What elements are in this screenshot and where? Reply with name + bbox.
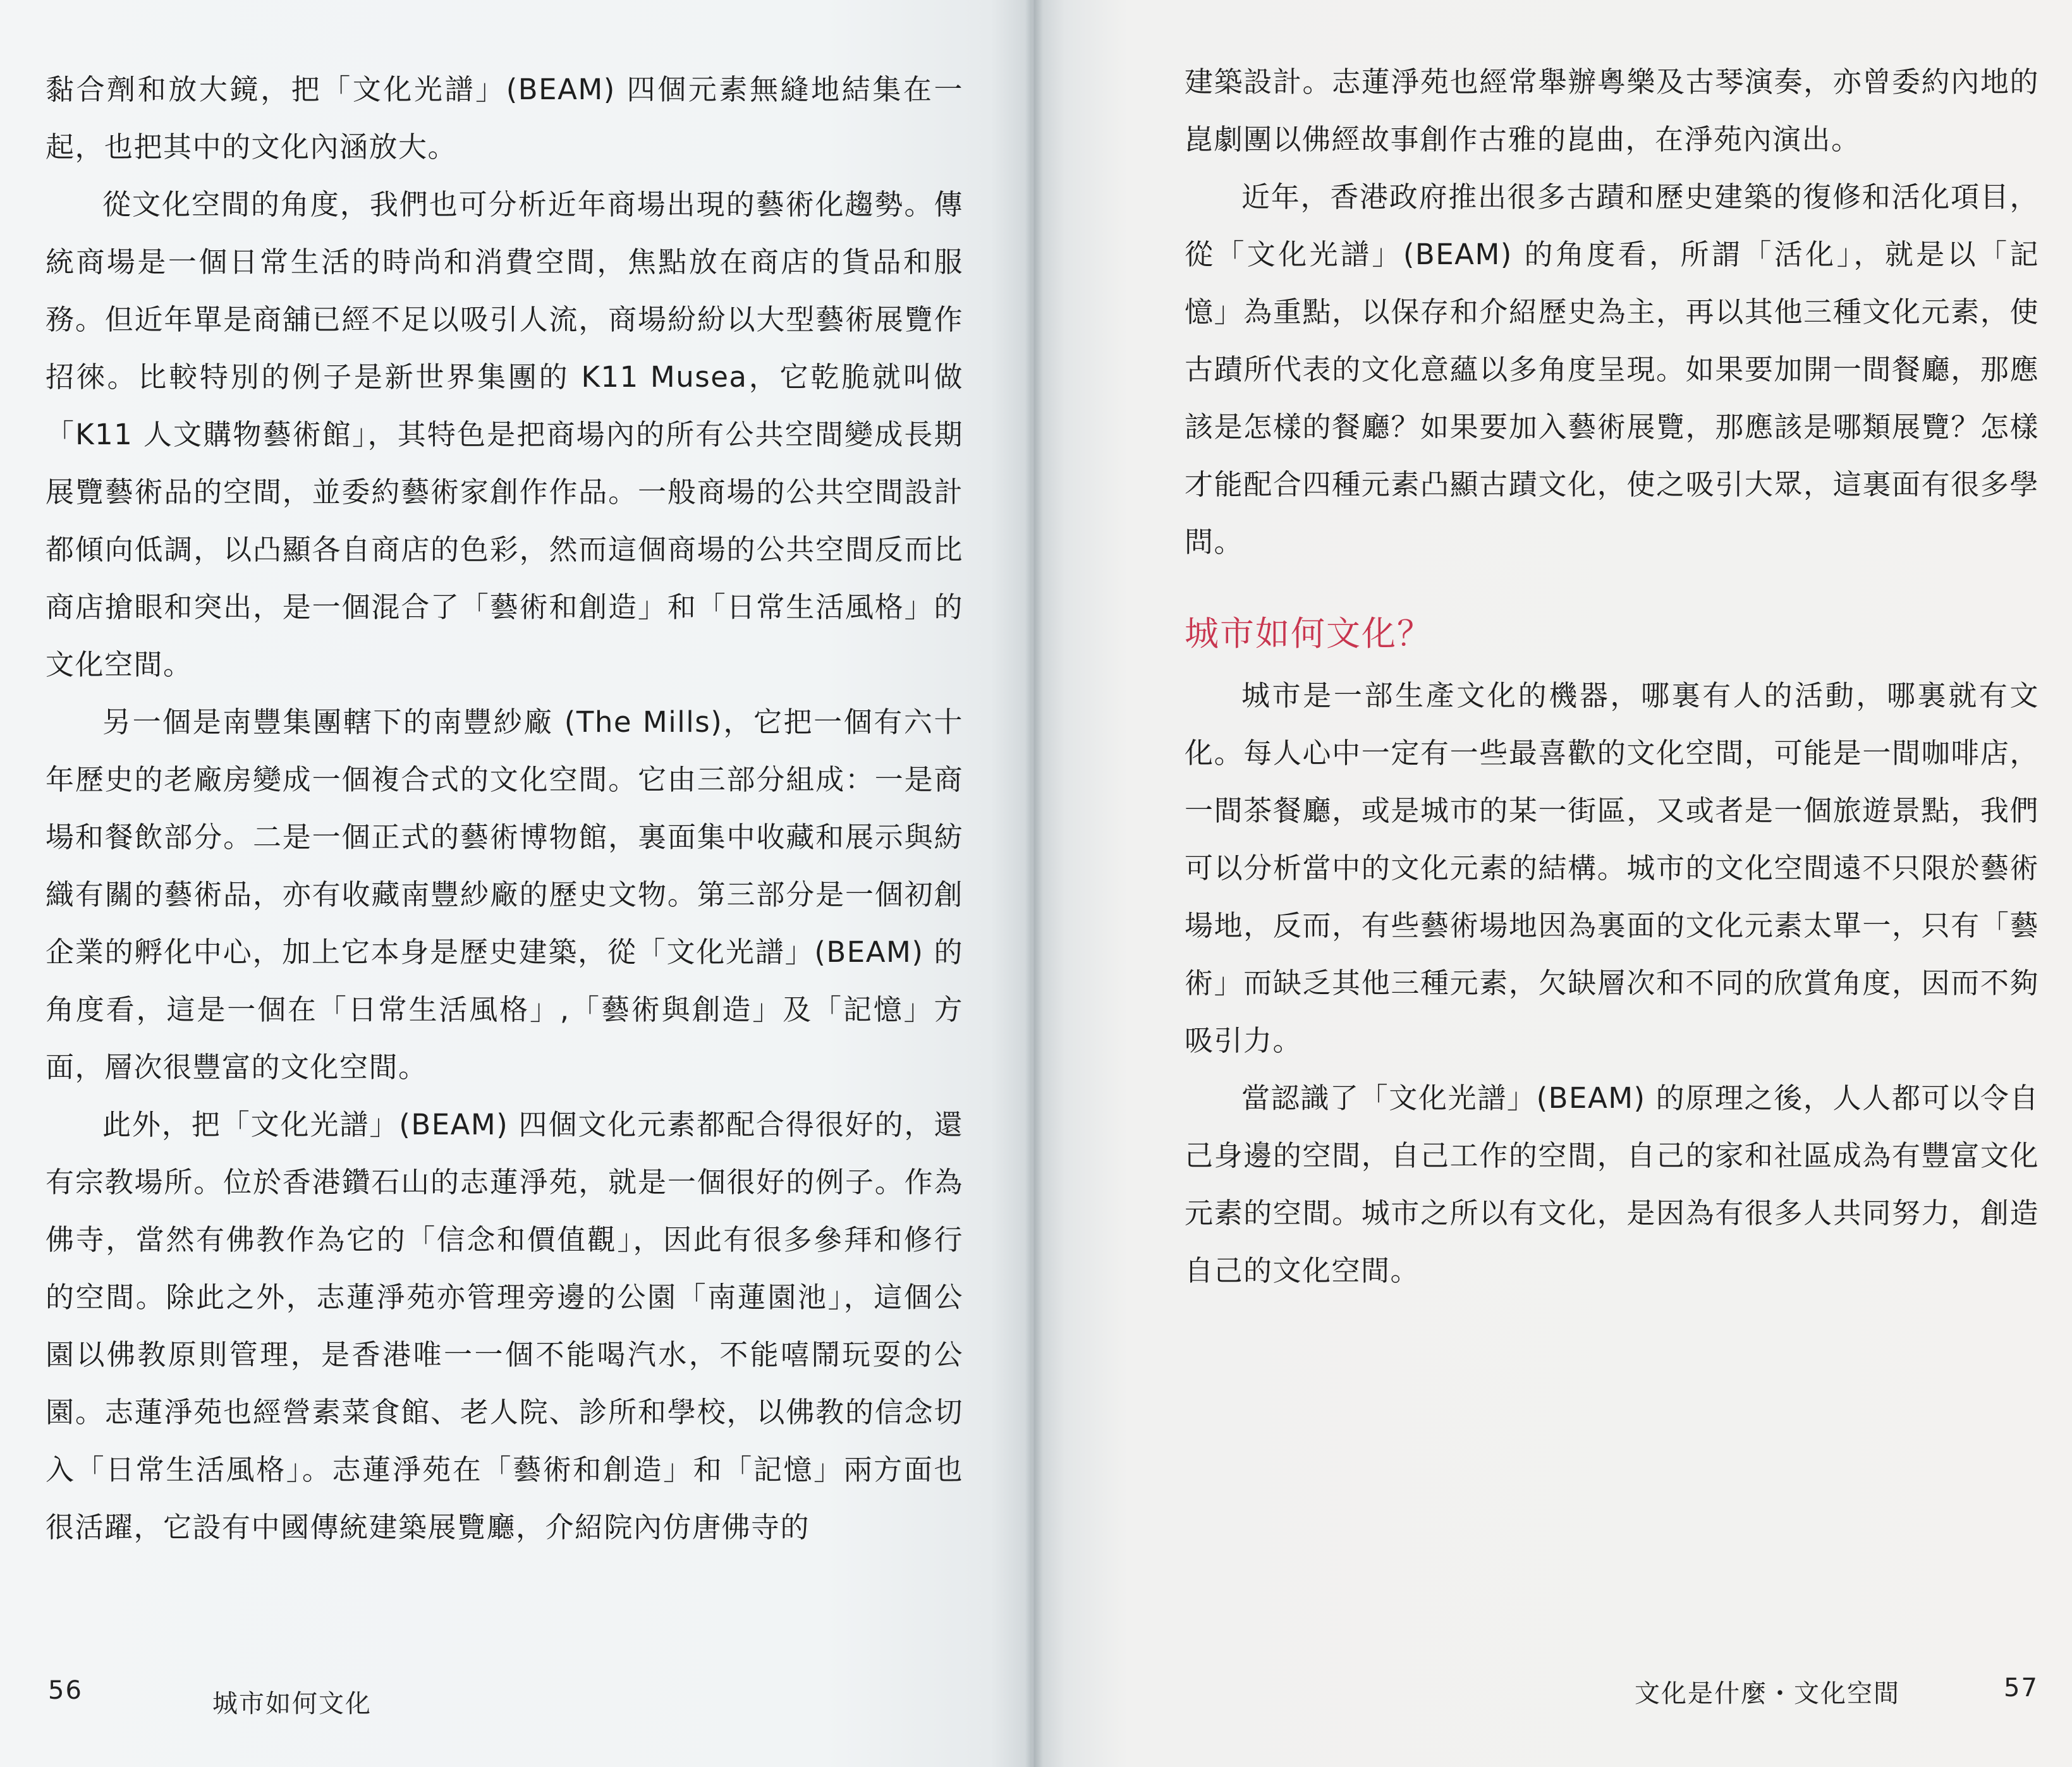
running-footer: 文化是什麼・文化空間 — [1635, 1679, 1900, 1708]
paragraph: 當認識了「文化光譜」(BEAM) 的原理之後，人人都可以令自己身邊的空間，自己工作的空間，自己的家和社區成為有豐富文化元素的空間。城市之所以有文化，是因為有很多人共同努力，創造自己的文化空間。 — [1185, 1081, 2039, 1287]
page-number: 56 — [48, 1676, 83, 1705]
running-footer: 城市如何文化 — [212, 1689, 372, 1718]
paragraph: 從文化空間的角度，我們也可分析近年商場出現的藝術化趨勢。傳統商場是一個日常生活的時尚和消費空間，焦點放在商店的貨品和服務。但近年單是商舖已經不足以吸引人流，商場紛紛以大型藝術展覽作招徠。比較特別的例子是新世界集團的 K11 Musea，它乾脆就叫做「K11 人文購物藝術館」，其特色是把商場內的所有公共空間變成長期展覽藝術品的空間，並委約藝術家創作作品。一般商場的公共空間設計都傾向低調，以凸顯各自商店的色彩，然而這個商場的公共空間反而比商店搶眼和突出，是一個混合了「藝術和創造」和「日常生活風格」的文化空間。 — [46, 188, 963, 681]
page-number: 57 — [2004, 1673, 2038, 1703]
section-heading: 城市如何文化？ — [1185, 614, 1432, 653]
paragraph: 另一個是南豐集團轄下的南豐紗廠 (The Mills)，它把一個有六十年歷史的老廠房變成一個複合式的文化空間。它由三部分組成：一是商場和餐飲部分。二是一個正式的藝術博物館，裏面集中收藏和展示與紡織有關的藝術品，亦有收藏南豐紗廠的歷史文物。第三部分是一個初創企業的孵化中心，加上它本身是歷史建築，從「文化光譜」(BEAM) 的角度看，這是一個在「日常生活風格」,「藝術與創造」及「記憶」方面，層次很豐富的文化空間。 — [46, 705, 963, 1084]
right-page-body — [1185, 53, 2039, 1299]
left-page — [0, 0, 1032, 1767]
paragraph: 近年，香港政府推出很多古蹟和歷史建築的復修和活化項目，從「文化光譜」(BEAM) 的角度看，所謂「活化」，就是以「記憶」為重點，以保存和介紹歷史為主，再以其他三種文化元素，使古蹟所代表的文化意蘊以多角度呈現。如果要加開一間餐廳，那應該是怎樣的餐廳？如果要加入藝術展覽，那應該是哪類展覽？怎樣才能配合四種元素凸顯古蹟文化，使之吸引大眾，這裏面有很多學問。 — [1185, 180, 2039, 559]
paragraph: 黏合劑和放大鏡，把「文化光譜」(BEAM) 四個元素無縫地結集在一起，也把其中的文化內涵放大。 — [46, 73, 963, 164]
paragraph: 此外，把「文化光譜」(BEAM) 四個文化元素都配合得很好的，還有宗教場所。位於香港鑽石山的志蓮淨苑，就是一個很好的例子。作為佛寺，當然有佛教作為它的「信念和價值觀」，因此有很多參拜和修行的空間。除此之外，志蓮淨苑亦管理旁邊的公園「南蓮園池」，這個公園以佛教原則管理，是香港唯一一個不能喝汽水，不能嘻鬧玩耍的公園。志蓮淨苑也經營素菜食館、老人院、診所和學校，以佛教的信念切入「日常生活風格」。志蓮淨苑在「藝術和創造」和「記憶」兩方面也很活躍，它設有中國傳統建築展覽廳，介紹院內仿唐佛寺的 — [46, 1108, 963, 1544]
left-page-body — [46, 61, 963, 1556]
book-gutter — [1025, 0, 1043, 1767]
paragraph: 建築設計。志蓮淨苑也經常舉辦粵樂及古琴演奏，亦曾委約內地的崑劇團以佛經故事創作古雅的崑曲，在淨苑內演出。 — [1185, 65, 2039, 156]
paragraph: 城市是一部生產文化的機器，哪裏有人的活動，哪裏就有文化。每人心中一定有一些最喜歡的文化空間，可能是一間咖啡店，一間茶餐廳，或是城市的某一街區，又或者是一個旅遊景點，我們可以分析當中的文化元素的結構。城市的文化空間遠不只限於藝術場地，反而，有些藝術場地因為裏面的文化元素太單一，只有「藝術」而缺乏其他三種元素，欠缺層次和不同的欣賞角度，因而不夠吸引力。 — [1185, 679, 2039, 1057]
